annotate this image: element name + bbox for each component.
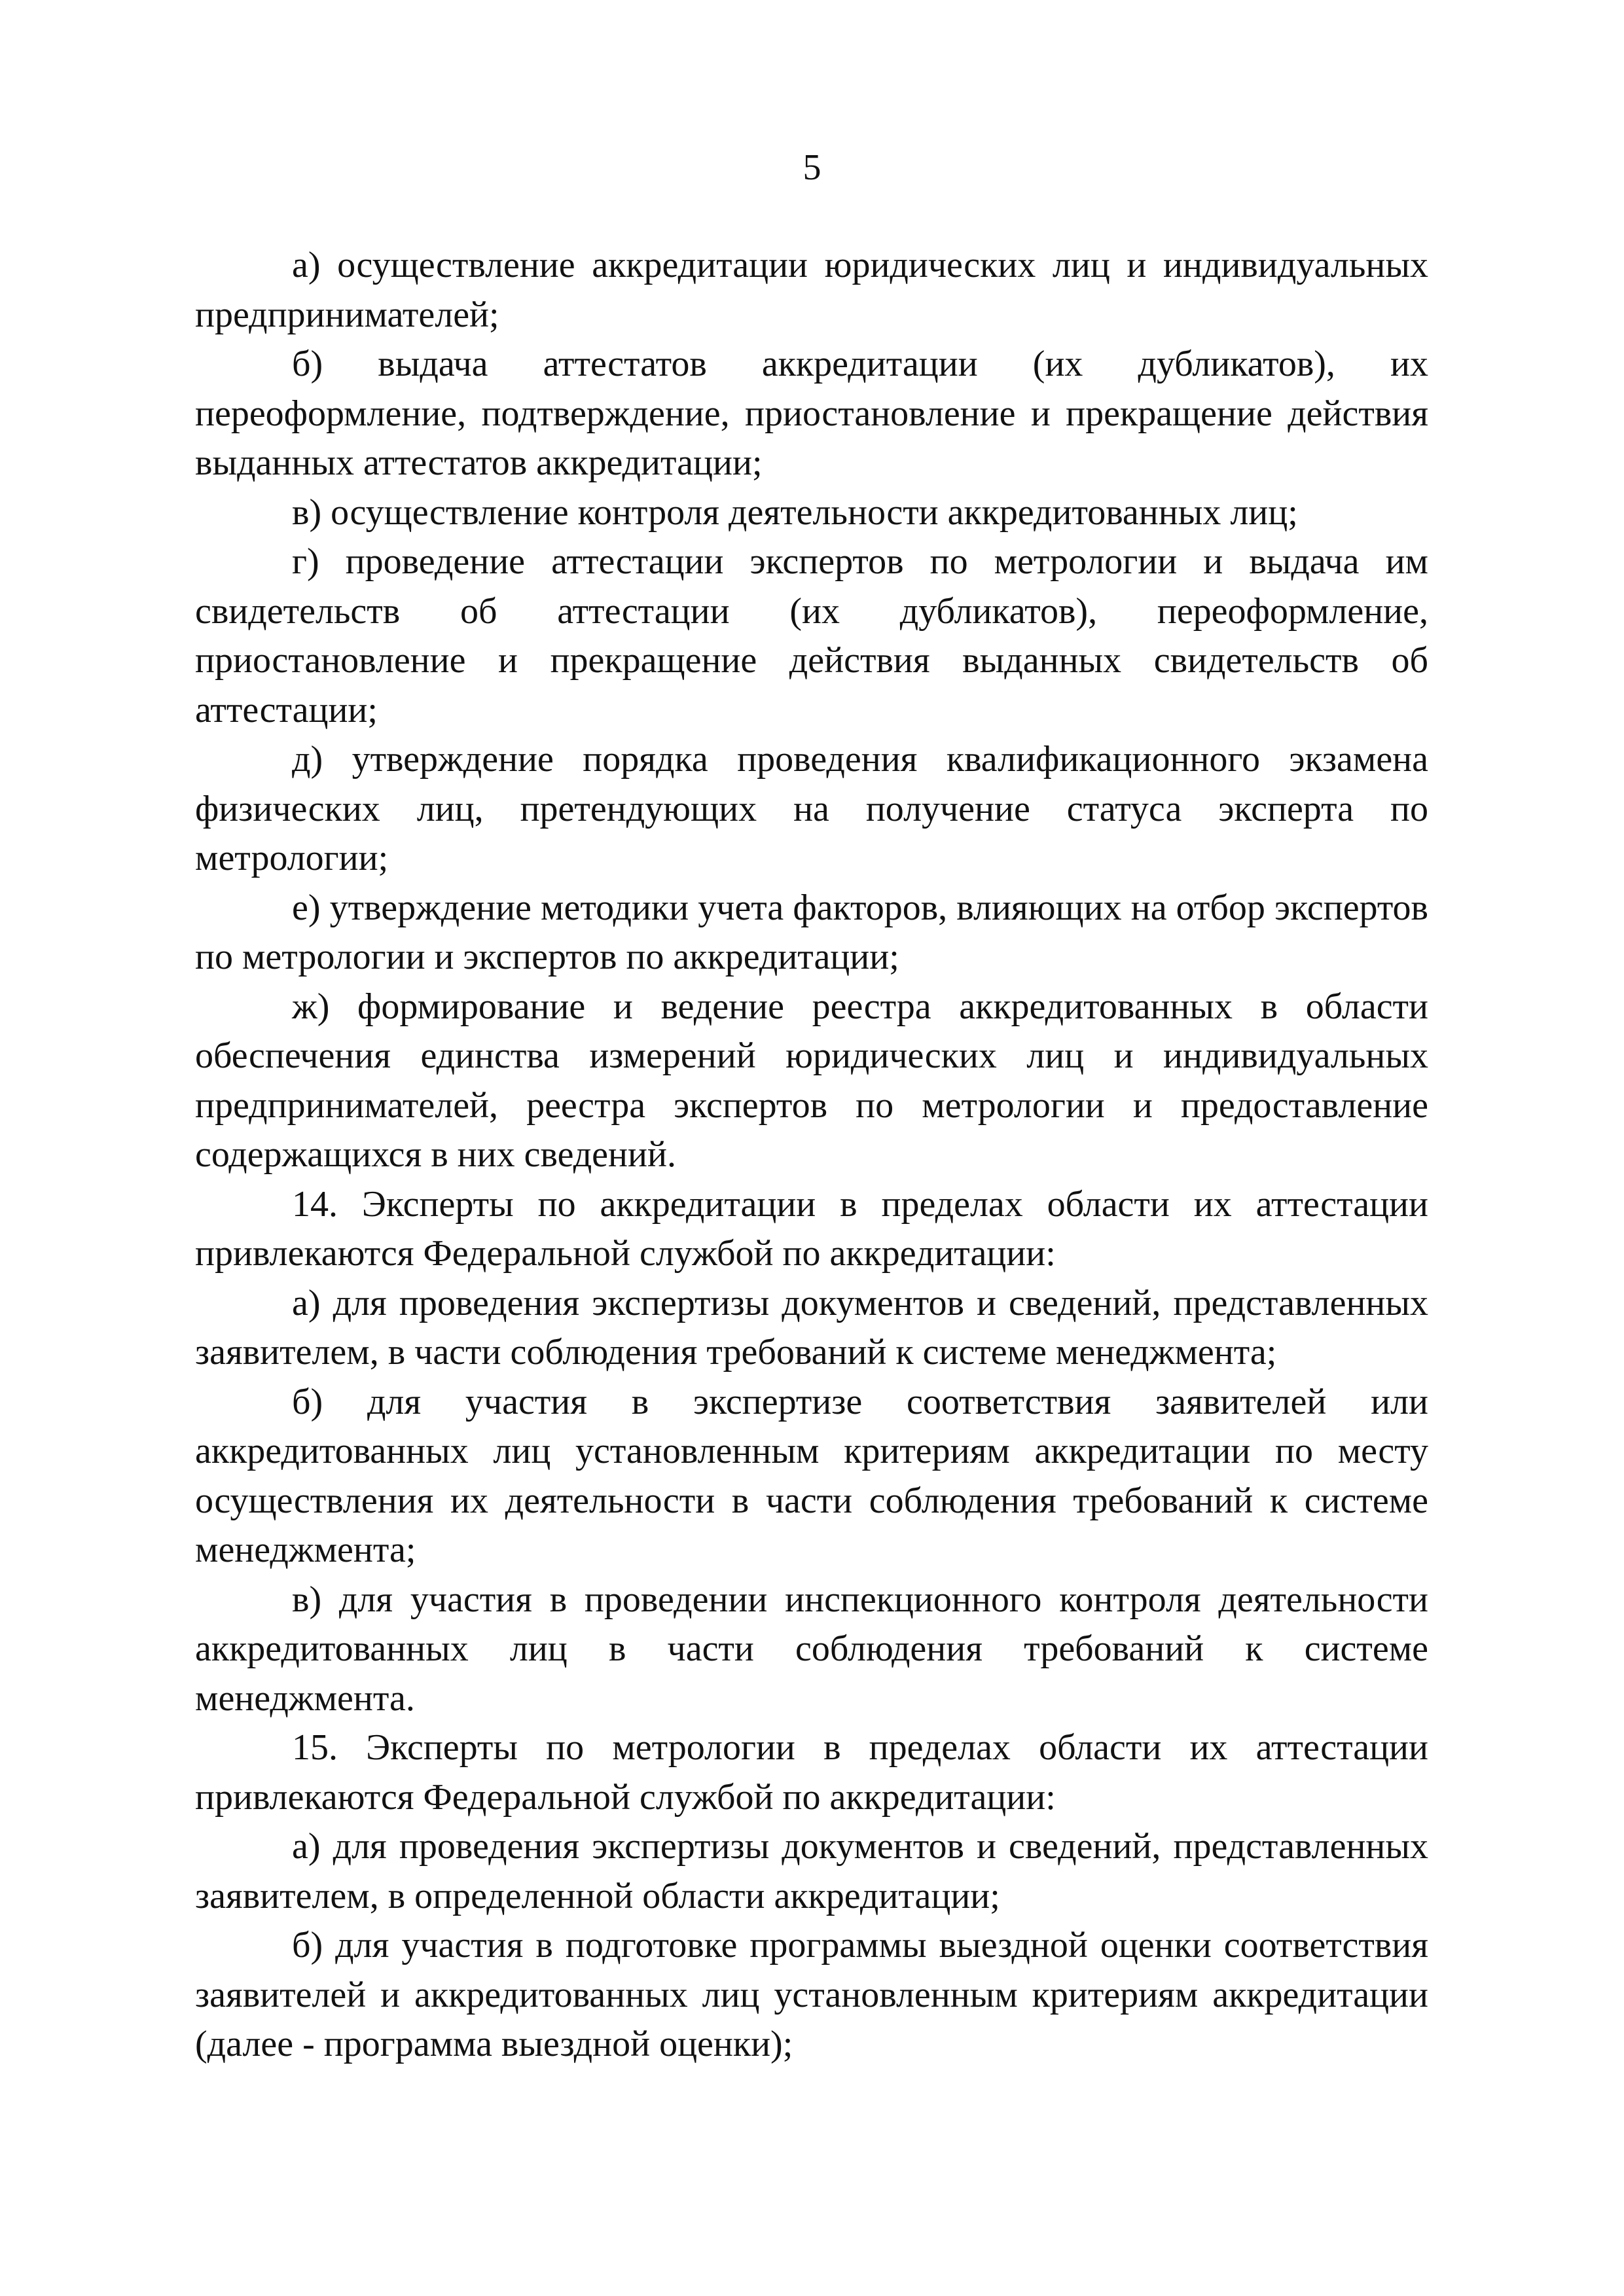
paragraph-13g: г) проведение аттестации экспертов по метрологии и выдача им свидетельств об аттестации (их дубликатов), переоформление, приостановление и прекращение действия выданных свидетельств об аттестации;	[195, 541, 1428, 730]
paragraph-13b: б) выдача аттестатов аккредитации (их дубликатов), их переоформление, подтверждение, приостановление и прекращение действия выданных аттестатов аккредитации;	[195, 344, 1428, 483]
page-number: 5	[803, 147, 821, 188]
paragraph-13e: е) утверждение методики учета факторов, влияющих на отбор экспертов по метрологии и экспертов по аккредитации;	[195, 887, 1428, 977]
paragraph-15: 15. Эксперты по метрологии в пределах области их аттестации привлекаются Федеральной службой по аккредитации:	[195, 1727, 1428, 1818]
paragraph-13zh: ж) формирование и ведение реестра аккредитованных в области обеспечения единства измерений юридических лиц и индивидуальных предпринимателей, реестра экспертов по метрологии и предоставление содержащихся в них сведений.	[195, 986, 1428, 1175]
paragraph-14v: в) для участия в проведении инспекционного контроля деятельности аккредитованных лиц в части соблюдения требований к системе менеджмента.	[195, 1579, 1428, 1719]
paragraph-14a: а) для проведения экспертизы документов и сведений, представленных заявителем, в части соблюдения требований к системе менеджмента;	[195, 1282, 1428, 1372]
paragraph-15b: б) для участия в подготовке программы выездной оценки соответствия заявителей и аккредитованных лиц установленным критериям аккредитации (далее - программа выездной оценки);	[195, 1925, 1428, 2064]
paragraph-13a: а) осуществление аккредитации юридических лиц и индивидуальных предпринимателей;	[195, 245, 1428, 335]
paragraph-13d: д) утверждение порядка проведения квалификационного экзамена физических лиц, претендующих на получение статуса эксперта по метрологии;	[195, 739, 1428, 878]
paragraph-15a: а) для проведения экспертизы документов и сведений, представленных заявителем, в определенной области аккредитации;	[195, 1826, 1428, 1916]
paragraph-13v: в) осуществление контроля деятельности аккредитованных лиц;	[292, 492, 1298, 533]
paragraph-14b: б) для участия в экспертизе соответствия заявителей или аккредитованных лиц установленным критериям аккредитации по месту осуществления их деятельности в части соблюдения требований к системе менеджмента;	[195, 1381, 1428, 1570]
paragraph-14: 14. Эксперты по аккредитации в пределах области их аттестации привлекаются Федеральной службой по аккредитации:	[195, 1183, 1428, 1274]
document-body	[195, 241, 1428, 2070]
